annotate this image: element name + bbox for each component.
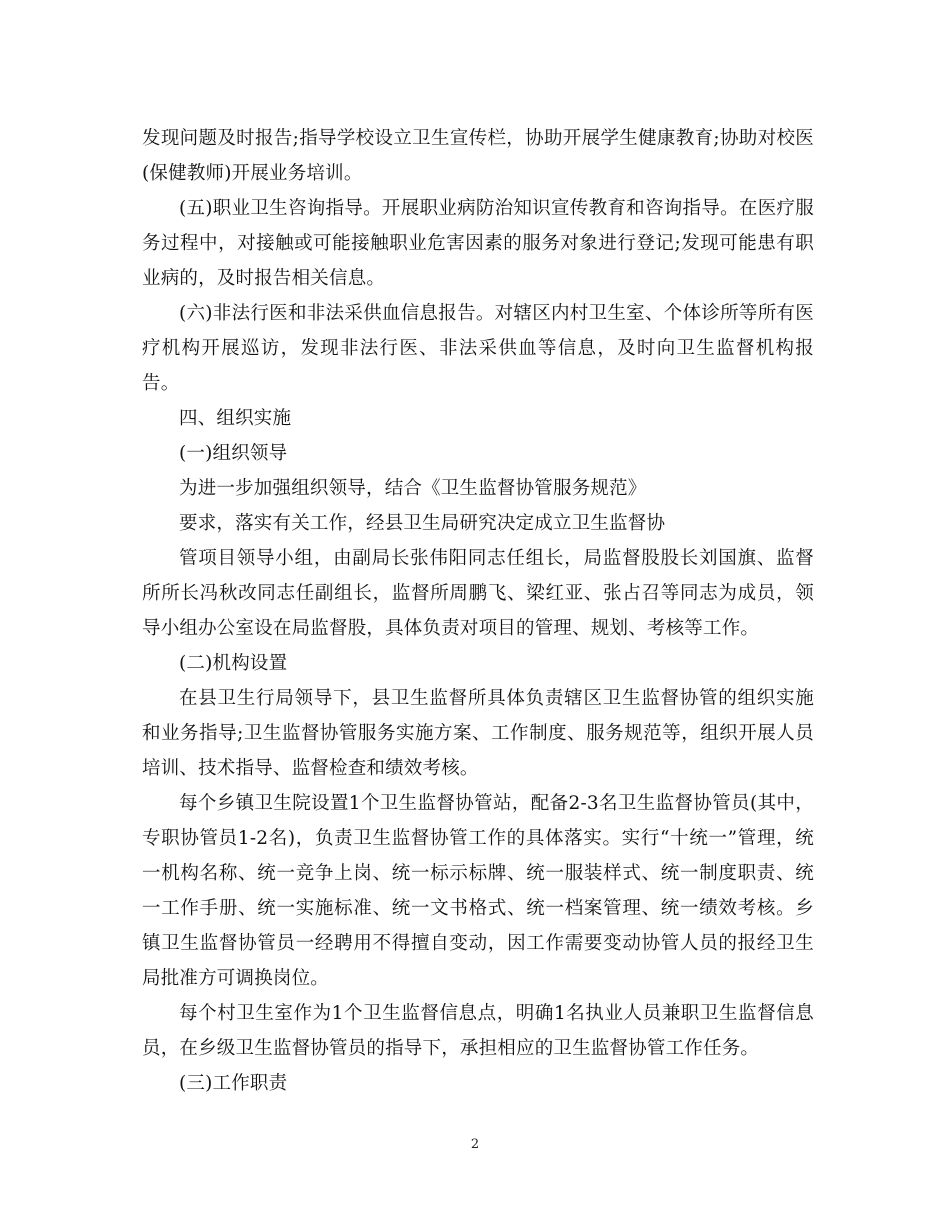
paragraph-1: 发现问题及时报告;指导学校设立卫生宣传栏，协助开展学生健康教育;协助对校医(保健教师)开展业务培训。 <box>142 128 814 184</box>
paragraph-6: 为进一步加强组织领导，结合《卫生监督协管服务规范》 <box>179 478 647 499</box>
subsection-heading-2: (二)机构设置 <box>179 653 288 674</box>
subsection-heading-3: (三)工作职责 <box>179 1073 288 1094</box>
paragraph-2: (五)职业卫生咨询指导。开展职业病防治知识宣传教育和咨询指导。在医疗服务过程中，对接触或可能接触职业危害因素的服务对象进行登记;发现可能患有职业病的，及时报告相关信息。 <box>142 198 814 289</box>
paragraph-10: 在县卫生行局领导下，县卫生监督所具体负责辖区卫生监督协管的组织实施和业务指导;卫生监督协管服务实施方案、工作制度、服务规范等，组织开展人员培训、技术指导、监督检查和绩效考核。 <box>142 688 814 779</box>
document-body <box>142 121 814 1101</box>
section-heading-4: 四、组织实施 <box>179 408 292 429</box>
subsection-heading-1: (一)组织领导 <box>179 443 288 464</box>
paragraph-12: 每个村卫生室作为1个卫生监督信息点，明确1名执业人员兼职卫生监督信息员，在乡级卫生监督协管员的指导下，承担相应的卫生监督协管工作任务。 <box>142 1003 814 1059</box>
page-number: 2 <box>470 1137 480 1152</box>
paragraph-7: 要求，落实有关工作，经县卫生局研究决定成立卫生监督协 <box>179 513 666 534</box>
paragraph-8: 管项目领导小组，由副局长张伟阳同志任组长，局监督股股长刘国旗、监督所所长冯秋改同志任副组长，监督所周鹏飞、梁红亚、张占召等同志为成员，领导小组办公室设在局监督股，具体负责对项目的管理、规划、考核等工作。 <box>142 548 814 639</box>
paragraph-11: 每个乡镇卫生院设置1个卫生监督协管站，配备2-3名卫生监督协管员(其中，专职协管员1-2名)，负责卫生监督协管工作的具体落实。实行“十统一”管理，统一机构名称、统一竞争上岗、统一标示标牌、统一服装样式、统一制度职责、统一工作手册、统一实施标准、统一文书格式、统一档案管理、统一绩效考核。乡镇卫生监督协管员一经聘用不得擅自变动，因工作需要变动协管人员的报经卫生局批准方可调换岗位。 <box>142 793 814 989</box>
paragraph-3: (六)非法行医和非法采供血信息报告。对辖区内村卫生室、个体诊所等所有医疗机构开展巡访，发现非法行医、非法采供血等信息，及时向卫生监督机构报告。 <box>142 303 814 394</box>
